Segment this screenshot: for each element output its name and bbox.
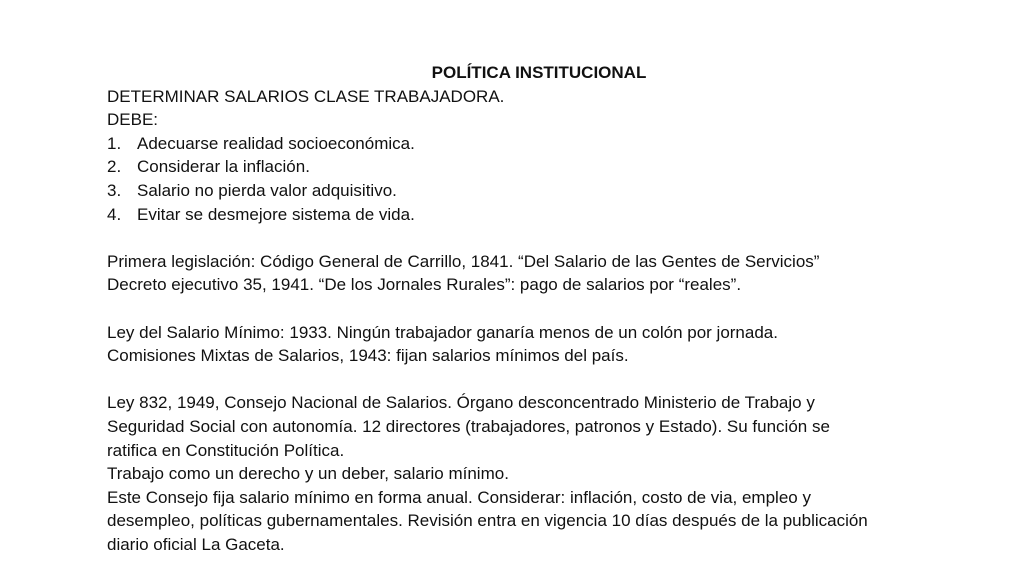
page-title: POLÍTICA INSTITUCIONAL xyxy=(431,63,647,82)
list-text: Adecuarse realidad socioeconómica. xyxy=(137,133,415,153)
list-item xyxy=(107,203,987,227)
spacer xyxy=(107,226,987,250)
spacer xyxy=(107,368,987,392)
minimum-wage-line: Ley del Salario Mínimo: 1933. Ningún trabajador ganaría menos de un colón por jornada. xyxy=(107,322,778,342)
list-text: Salario no pierda valor adquisitivo. xyxy=(137,180,397,200)
council-line: diario oficial La Gaceta. xyxy=(107,534,285,554)
council-line: Seguridad Social con autonomía. 12 directores (trabajadores, patronos y Estado). Su función se xyxy=(107,416,830,436)
list-number: 2. xyxy=(107,157,122,177)
council-line: ratifica en Constitución Política. xyxy=(107,440,345,460)
history-line: Decreto ejecutivo 35, 1941. “De los Jornales Rurales”: pago de salarios por “reales”. xyxy=(107,275,742,295)
requirements-list xyxy=(107,132,987,226)
list-number: 4. xyxy=(107,204,122,224)
council-line: Este Consejo fija salario mínimo en forma anual. Considerar: inflación, costo de via, empleo y xyxy=(107,487,811,507)
list-item xyxy=(107,179,987,203)
list-text: Evitar se desmejore sistema de vida. xyxy=(137,204,415,224)
list-number: 1. xyxy=(107,133,122,153)
heading: DETERMINAR SALARIOS CLASE TRABAJADORA. xyxy=(107,86,505,106)
list-text: Considerar la inflación. xyxy=(137,157,310,177)
council-line: Trabajo como un derecho y un deber, salario mínimo. xyxy=(107,464,509,484)
debe-label: DEBE: xyxy=(107,110,159,130)
minimum-wage-line: Comisiones Mixtas de Salarios, 1943: fijan salarios mínimos del país. xyxy=(107,346,629,366)
history-line: Primera legislación: Código General de Carrillo, 1841. “Del Salario de las Gentes de Servicios” xyxy=(107,251,820,271)
list-item xyxy=(107,155,987,179)
list-number: 3. xyxy=(107,180,122,200)
document-body xyxy=(107,61,987,556)
council-line: Ley 832, 1949, Consejo Nacional de Salarios. Órgano desconcentrado Ministerio de Trabajo y xyxy=(107,393,815,413)
list-item xyxy=(107,132,987,156)
spacer xyxy=(107,297,987,321)
council-line: desempleo, políticas gubernamentales. Revisión entra en vigencia 10 días después de la publicación xyxy=(107,511,868,531)
